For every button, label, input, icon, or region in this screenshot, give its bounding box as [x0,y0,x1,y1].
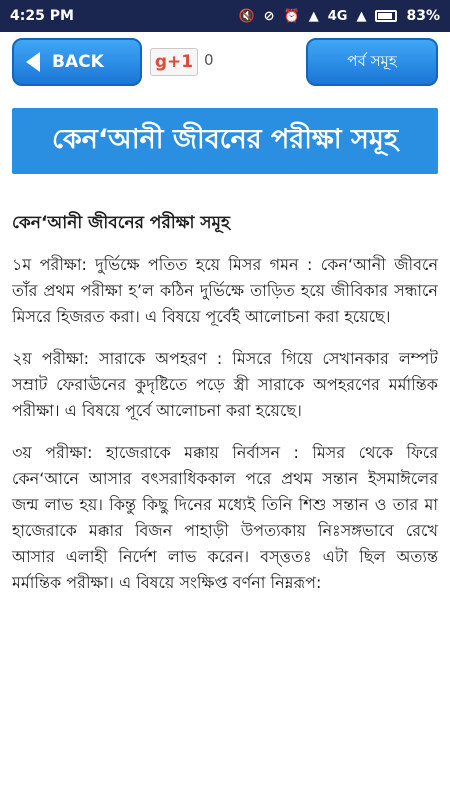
article-heading: কেন‘আনী জীবনের পরীক্ষা সমূহ [12,213,230,233]
network-type: 4G [327,8,348,24]
status-time: 4:25 PM [10,8,74,24]
article-paragraph: ৩য় পরীক্ষা: হাজেরাকে মক্কায় নির্বাসন : মিসর থেকে ফিরে কেন‘আনে আসার বৎসরাধিককাল পরে প্রথম সন্তান ইসমাঈলের জন্ম লাভ হয়। কিন্তু কিছু দিনের মধ্যেই তিনি শিশু সন্তান ও তার মা হাজেরাকে মক্কার বিজন পাহাড়ী উপত্যকায় নিঃসঙ্গভাবে রেখে আসার এলাহী নির্দেশ লাভ করেন। বস্ত্ততঃ এটা ছিল অত্যন্ত মর্মান্তিক পরীক্ষা। এ বিষয়ে সংক্ষিপ্ত বর্ণনা নিম্নরূপ: [12,443,438,592]
article-paragraph: ১ম পরীক্ষা: দুর্ভিক্ষে পতিত হয়ে মিসর গমন : কেন‘আনী জীবনে তাঁর প্রথম পরীক্ষা হ’ল কঠিন দুর্ভিক্ষে তাড়িত হয়ে জীবিকার সন্ধানে মিসরে হিজরত করা। এ বিষয়ে পূর্বেই আলোচনা করা হয়েছে। [12,255,438,326]
toolbar [0,32,450,92]
status-icons [238,8,440,24]
back-arrow-icon [26,52,40,72]
article-paragraph: ২য় পরীক্ষা: সারাকে অপহরণ : মিসরে গিয়ে সেখানকার লম্পট সম্রাট ফেরাঊনের কুদৃষ্টিতে পড়ে স্ত্রী সারাকে অপহরণের মর্মান্তিক পরীক্ষা। এ বিষয়ে পূর্বে আলোচনা করা হয়েছে। [12,349,438,420]
back-button-label: BACK [52,52,104,72]
mute-icon: 🔇 [238,8,255,24]
article-content [12,212,438,612]
signal-icon: ▲ [356,8,367,24]
sync-disabled-icon: ⊘ [263,8,275,24]
alarm-icon: ⏰ [283,8,300,24]
back-button[interactable] [12,38,142,86]
chapters-button[interactable] [306,38,438,86]
title-banner [12,108,438,174]
battery-icon [375,10,397,22]
google-plus-count: 0 [204,51,214,69]
battery-percent: 83% [406,8,440,24]
status-bar [0,0,450,32]
banner-title: কেন‘আনী জীবনের পরীক্ষা সমূহ [51,123,399,155]
signal-icon: ▲ [308,8,319,24]
google-plus-one-button[interactable]: g+1 [150,48,198,76]
chapters-button-label: পর্ব সমূহ [347,51,397,70]
